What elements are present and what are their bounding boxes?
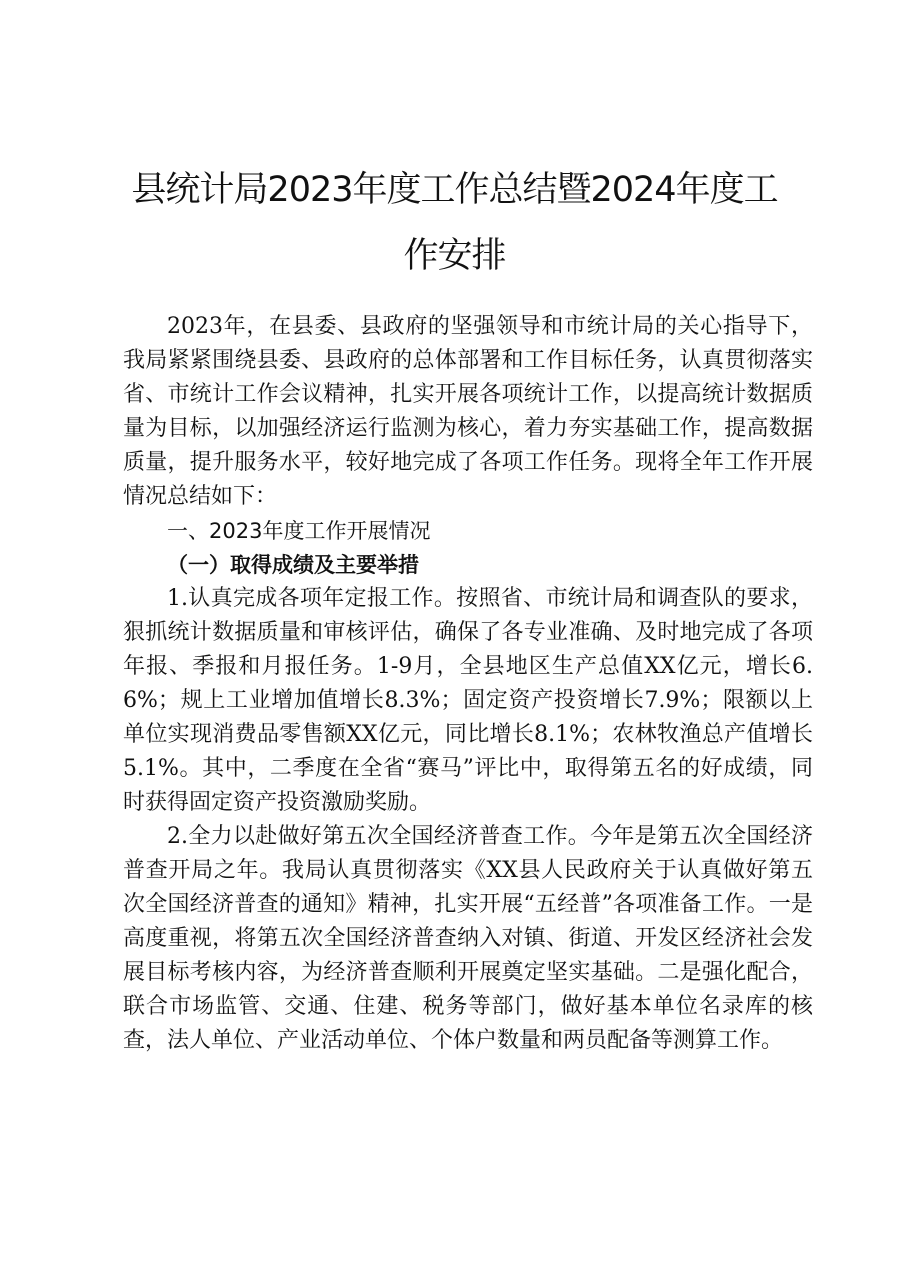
section-heading: 一、2023年度工作开展情况 [167, 519, 431, 543]
document-title-line-2: 作安排 [403, 236, 506, 276]
subsection-heading: （一）取得成绩及主要举措 [167, 552, 419, 577]
document-title-line-1: 县统计局2023年度工作总结暨2024年度工 [131, 170, 778, 210]
item-1-paragraph: 1.认真完成各项年定报工作。按照省、市统计局和调查队的要求，狠抓统计数据质量和审核评估，确保了各专业准确、及时地完成了各项年报、季报和月报任务。1-9月，全县地区生产总值XX亿元，增长6.6%；规上工业增加值增长8.3%；固定资产投资增长7.9%；限额以上单位实现消费品零售额XX亿元，同比增长8.1%；农林牧渔总产值增长5.1%。其中，二季度在全省“赛马”评比中，取得第五名的好成绩，同时获得固定资产投资激励奖励。 [123, 586, 813, 815]
intro-paragraph: 2023年，在县委、县政府的坚强领导和市统计局的关心指导下，我局紧紧围绕县委、县政府的总体部署和工作目标任务，认真贯彻落实省、市统计工作会议精神，扎实开展各项统计工作，以提高统计数据质量为目标，以加强经济运行监测为核心，着力夯实基础工作，提高数据质量，提升服务水平，较好地完成了各项工作任务。现将全年工作开展情况总结如下： [123, 314, 813, 509]
document-body [123, 310, 813, 1058]
item-2-paragraph: 2.全力以赴做好第五次全国经济普查工作。今年是第五次全国经济普查开局之年。我局认真贯彻落实《XX县人民政府关于认真做好第五次全国经济普查的通知》精神，扎实开展“五经普”各项准备工作。一是高度重视，将第五次全国经济普查纳入对镇、街道、开发区经济社会发展目标考核内容，为经济普查顺利开展奠定坚实基础。二是强化配合，联合市场监管、交通、住建、税务等部门，做好基本单位名录库的核查，法人单位、产业活动单位、个体户数量和两员配备等测算工作。 [123, 824, 813, 1053]
